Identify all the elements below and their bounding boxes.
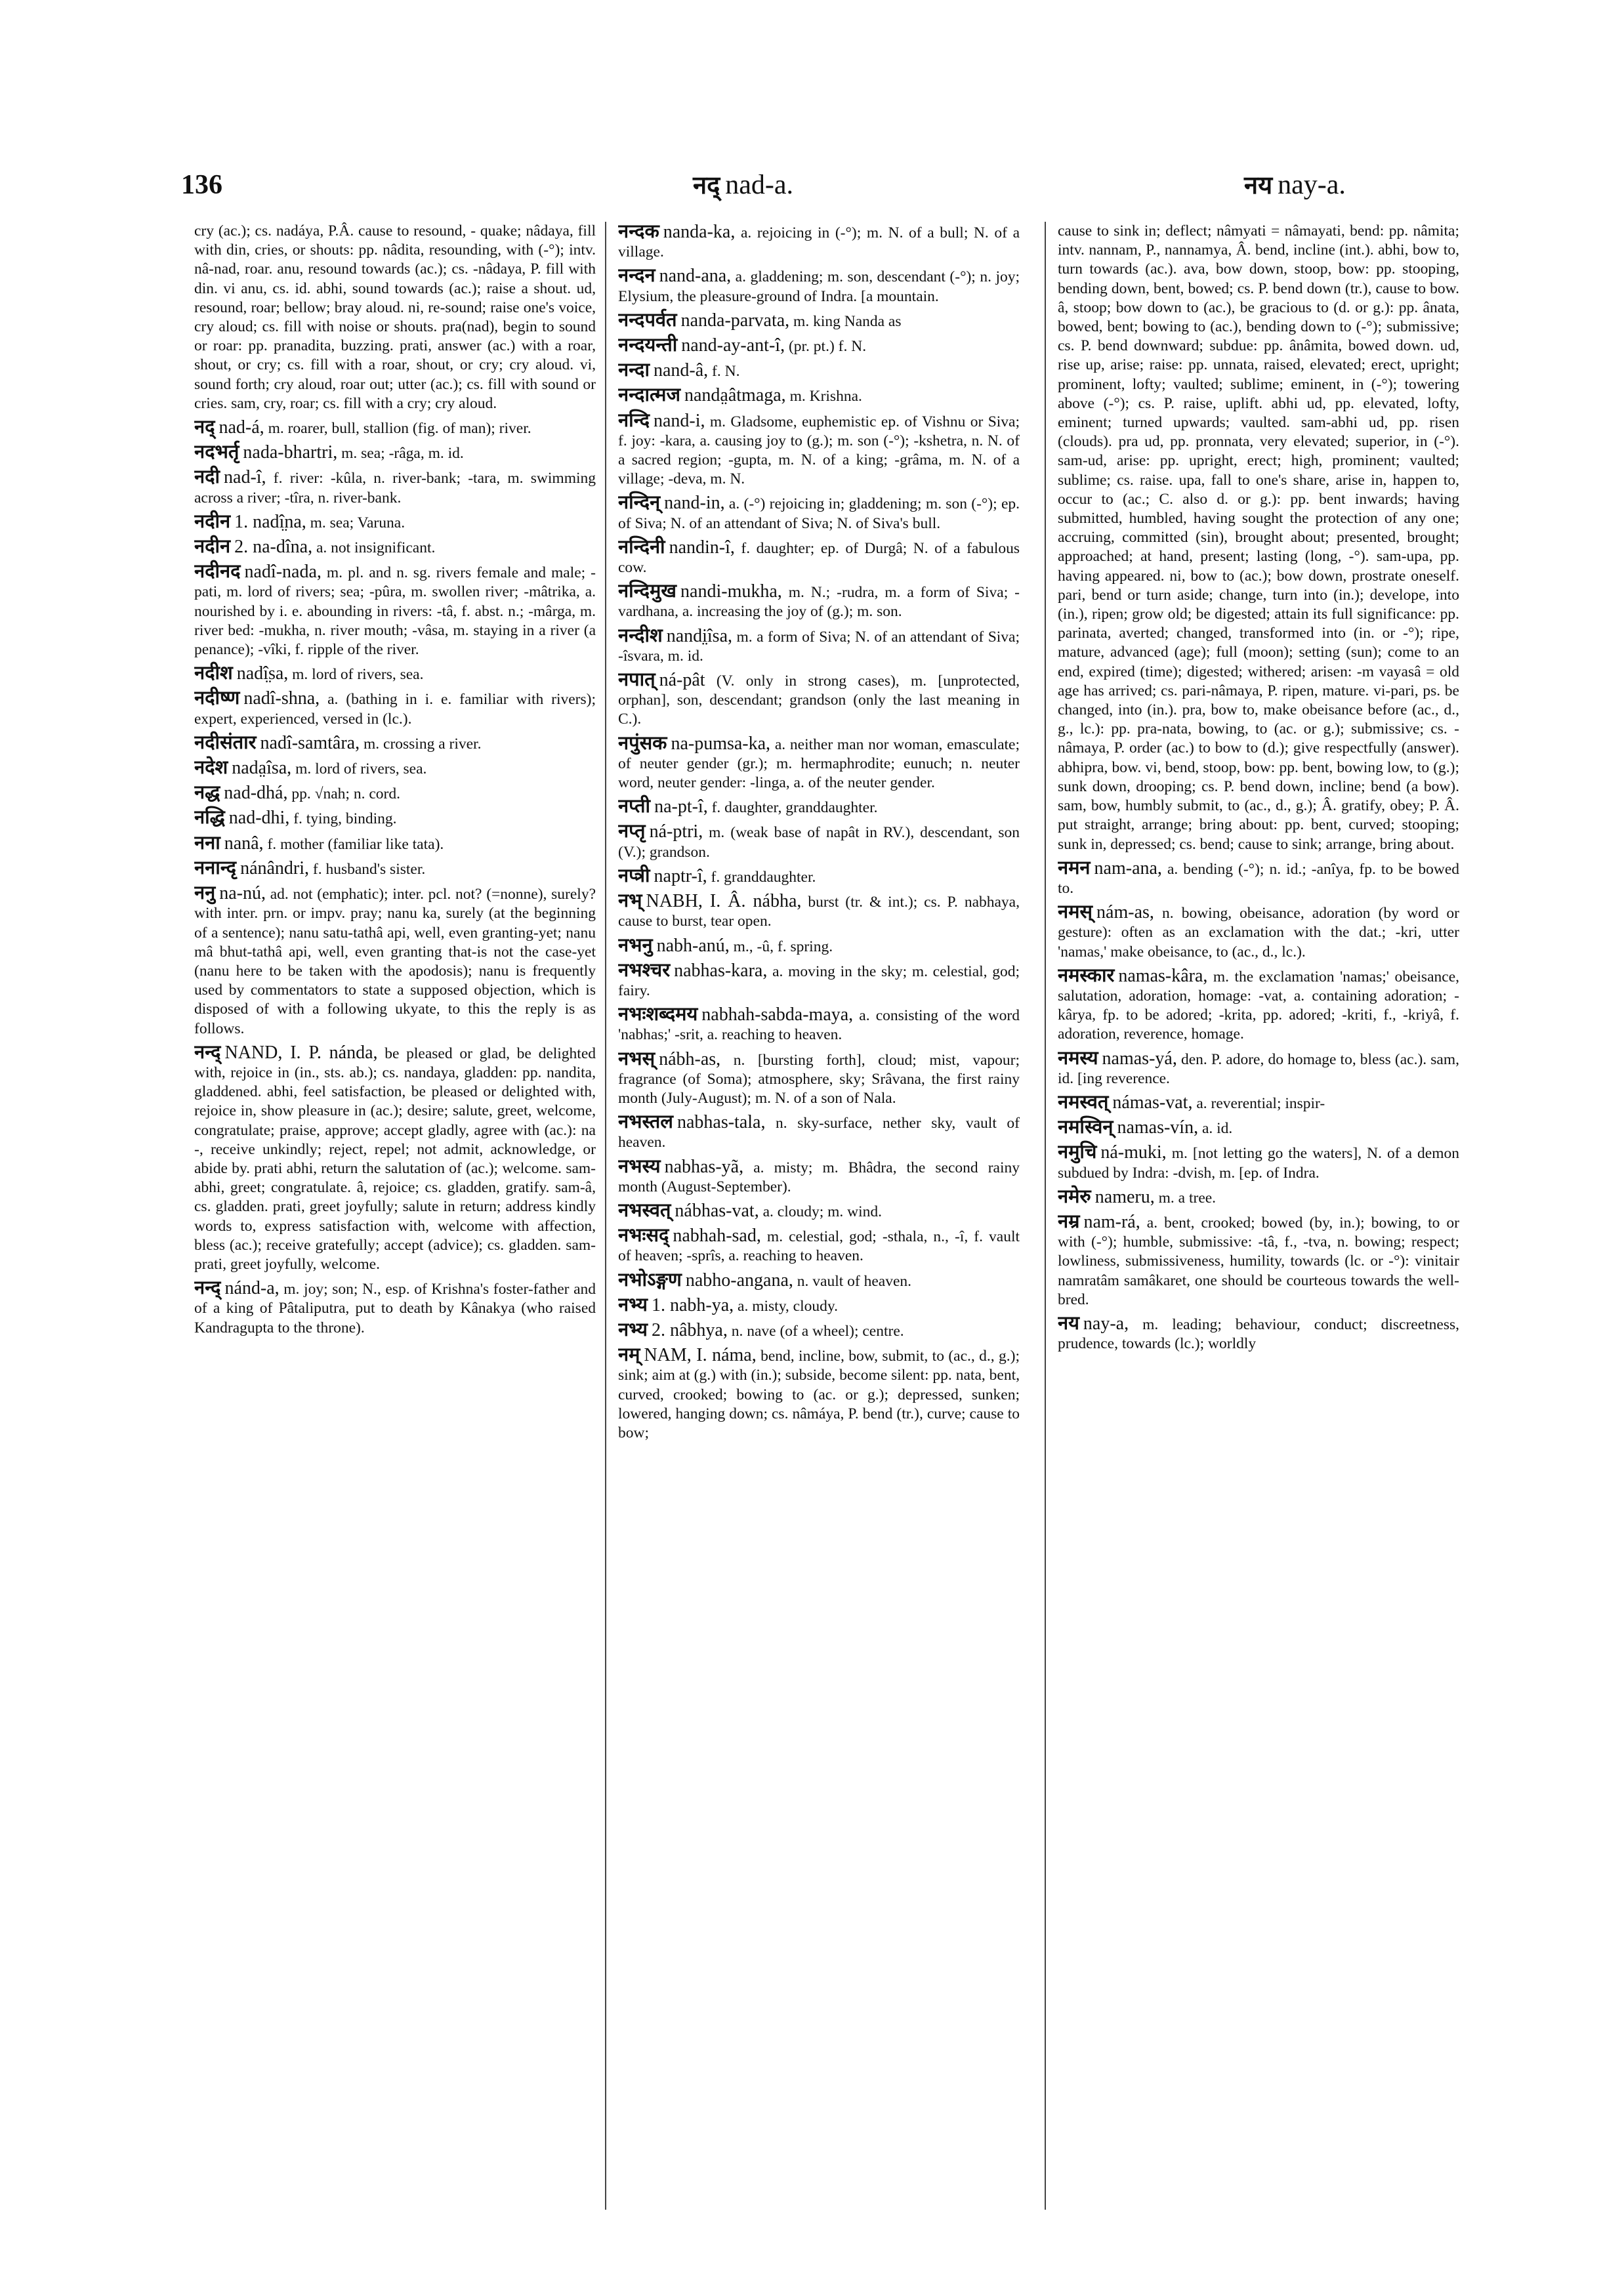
headword-transliteration: nandi-mukha, [680,581,782,602]
dictionary-entry [618,821,1020,861]
headword-devanagari: नमन [1058,856,1091,879]
headword-transliteration: na-pumsa-ka, [671,733,771,754]
right-guide-devanagari: नय [1244,171,1273,199]
entry-definition: a. gladdening; m. son, descendant (-°); n. joy; Elysium, the pleasure-ground of Indra. [a mountain. [618,268,1020,305]
dictionary-entry [194,783,596,804]
dictionary-entry [194,509,596,533]
left-guide-word [693,165,793,205]
entry-definition: m. [not letting go the waters], N. of a demon subdued by Indra: -dvish, m. [ep. of Indra. [1058,1145,1459,1182]
headword-transliteration: nad-dhá, [224,783,288,804]
entry-definition: m. a form of Siva; N. of an attendant of Siva; -îsvara, m. id. [618,628,1020,665]
dictionary-entry [618,222,1020,262]
headword-transliteration: nand-ana, [659,266,732,287]
page-header [181,165,1461,205]
headword-devanagari: नप्ती [618,795,651,817]
headword-devanagari: नद्ध [194,781,220,804]
headword-devanagari: नमस्कार [1058,963,1115,986]
entry-definition: m. sea; Varuna. [310,514,406,531]
headword-transliteration: naptr-î, [654,865,707,886]
headword-devanagari: नमेरु [1058,1184,1091,1207]
dictionary-entry [618,670,1020,730]
entry-definition: a. id. [1201,1120,1233,1138]
dictionary-entry [194,562,596,659]
headword-transliteration: 2. na-dîna, [234,537,313,558]
headword-transliteration: NAND, I. P. nánda, [224,1042,378,1063]
dictionary-entry [618,1046,1020,1109]
headword-devanagari: नप्तृ [618,819,646,842]
headword-transliteration: nandin-î, [669,537,735,558]
headword-transliteration: nabhah-sad, [673,1226,761,1247]
headword-devanagari: नभ्य [618,1317,648,1340]
entry-definition: m. a tree. [1158,1189,1217,1207]
dictionary-entry [1058,1142,1459,1182]
entry-definition: a. rejoicing in (-°); m. N. of a bull; N. of a village. [618,224,1020,261]
entry-definition: a. (-°) rejoicing in; gladdening; m. son (-°); ep. of Siva; N. of an attendant of Siva; N. of Siva's bull. [618,495,1020,532]
entry-definition: f. daughter; ep. of Durgâ; N. of a fabulous cow. [618,539,1020,577]
headword-devanagari: नदीष्ण [194,686,240,709]
dictionary-entry [618,1270,1020,1291]
headword-devanagari: नपुंसक [618,731,667,754]
dictionary-entry [618,796,1020,817]
dictionary-entry [194,808,596,829]
entry-definition: pp. √nah; n. cord. [291,785,400,803]
headword-devanagari: नदेश [194,756,228,779]
headword-transliteration: nay-a, [1083,1313,1129,1334]
entry-definition: ad. not (emphatic); inter. pcl. not? (=nonne), surely? with inter. prn. or impv. pray; nanu ka, surely (at the beginning of a sentence); nanu satu-tathâ api, well, even granting-yet; nanu mâ bhut-tathâ api, well, even granting that-is not the case-yet (nanu here to be taken with the apodosis); nanu is frequently used by commentators to state a supposed objection, which is disposed of with a following ukyate, to this the reply is as follows. [194,886,596,1037]
headword-devanagari: नभःसद् [618,1224,669,1247]
dictionary-entry [618,335,1020,356]
entry-definition: m. Gladsome, euphemistic ep. of Vishnu or Siva; f. joy: -kara, a. causing joy to (g.); m. son (-°); -kshetra, n. N. of a sacred region; -gupta, m. N. of a king; -grâma, m. N. of a village; -deva, m. N. [618,413,1020,488]
headword-transliteration: nám-as, [1096,902,1154,923]
entry-definition: a. bending (-°); n. id.; -anîya, fp. to be bowed to. [1058,860,1459,897]
headword-devanagari: नभस् [618,1046,656,1069]
headword-transliteration: nand-ay-ant-î, [681,335,785,356]
dictionary-entry [194,222,596,413]
entry-definition: m. king Nanda as [793,312,902,330]
headword-devanagari: नपात् [618,668,656,691]
headword-devanagari: नभ्य [618,1292,648,1315]
headword-transliteration: NABH, I. Â. nábha, [646,891,802,912]
headword-transliteration: namas-vín, [1117,1117,1199,1138]
dictionary-entry [194,858,596,879]
dictionary-entry [618,933,1020,957]
headword-devanagari: नन्दा [618,358,650,381]
dictionary-entry [194,537,596,558]
headword-transliteration: nabhas-tala, [677,1112,766,1133]
headword-transliteration: ná-muki, [1100,1142,1167,1163]
headword-devanagari: ननु [194,881,216,904]
headword-transliteration: nabhas-yã, [664,1156,744,1177]
headword-devanagari: नद्धि [194,806,225,829]
headword-devanagari: नमस् [1058,900,1093,923]
headword-devanagari: नभोऽङ्गण [618,1268,682,1291]
headword-transliteration: nabh-anú, [656,935,730,956]
entry-definition: m. Krishna. [789,388,862,405]
headword-devanagari: ननान्दृ [194,856,237,879]
dictionary-entry [618,623,1020,666]
headword-devanagari: नदीन [194,509,231,532]
entry-definition: a. bent, crooked; bowed (by, in.); bowing, to or with (-°); humble, submissive: -tâ, f., -tva, n. bowing; respect; lowliness, submissiveness, humility, towards (lc. or -°): vinitair namratâm samâkaret, one should be courteous towards the well-bred. [1058,1214,1459,1308]
headword-transliteration: nandi̤îsa, [666,625,732,646]
headword-devanagari: नन्दिन् [618,491,661,514]
dictionary-entry [1058,1048,1459,1088]
entry-definition: n. bowing, obeisance, adoration (by word or gesture): often as an exclamation with the dat.; -kri, utter 'namas,' make obeisance, to (ac., d., lc.). [1058,905,1459,961]
headword-transliteration: nand-i, [653,410,705,431]
dictionary-entry [1058,1209,1459,1310]
entry-definition: n. [bursting forth], cloud; mist, vapour; fragrance (of Soma); atmosphere, sky; Srâvana, the first rainy month (July-August); m. N. of a son of Nala. [618,1051,1020,1107]
entry-definition: cause to sink in; deflect; nâmyati = nâmayati, bend: pp. nâmita; intv. nannam, P., nannamya, Â. bend, incline (int.). abhi, bow to, turn towards (ac.). ava, bow down, stoop, bow: pp. stooping, bending down, bent, bowed; cs. P. bend down (tr.), cause to bow. â, stoop; bow down to (ac.), be gracious to (d. or g.): pp. ânata, bowed, bent; bowing to (ac.), bending down to (-°); submissive; cs. P. bend downward; subdue: pp. ânâmita, bowed down. ud, rise up, arise; raise: pp. unnata, raised, elevated; erect, upright; prominent, lofty; vaulted; sublime; eminent, in (-°); towering above (-°); cs. P. raise, uplift. abhi ud, pp. elevated, lofty, eminent; turned upwards; vaulted. sam-abhi ud, pp. risen (clouds). pra ud, pp. pronnata, very elevated; superior, in (-°). sam-ud, arise: pp. upright, erect; high, prominent; vaulted; sublime; cs. raise. upa, fall to one's share, arise in, happen to, occur to (ac.; C. also d. or g.): pp. bent inwards; having submitted, humbled, having sought the protection of any one; accruing, committed (sin), brought about; presented, brought; approached; at hand, present; lasting (long, -°). sam-upa, pp. having appeared. ni, bow to (ac.); bow down, prostrate oneself. pari, bend or turn aside; change, turn into (in.); develope, into (in.), ripen; grow old; be digested; attain its full significance: pp. parinata, averted; changed, transformed into (in. or -°); ripe, mature, advanced (age); full (moon); setting (sun); come to an end, expired (time); digested; withered; arisen: -m vayasâ = old age has arrived; cs. pari-nâmaya, P. ripen, mature. vi-pari, ps. be changed, into (in.). pra, bow to, make obeisance before (ac., d., g., lc.): pp. pra-nata, bowing, to (ac. or g.); submissive; cs. -nâmaya, P. order (ac.) to bow to (d.); give respectfully (answer). abhipra, bow. vi, bend, stoop, bow: pp. bent, bowing low, to (g.); sunk down, drooping; cs. P. bend down, incline; bend (a bow). sam, bow, humbly submit, to (ac., d., g.); Â. gratify, obey; P. Â. put straight, arrange; bring about: pp. bent, curved; stooping; sunk in, depressed; cs. bend; cause to sink; arrange, bring about. [1058,222,1459,853]
headword-transliteration: nanâ, [224,833,264,854]
headword-devanagari: नमस्वत् [1058,1090,1109,1113]
headword-devanagari: नद् [194,415,215,438]
entry-definition: f. daughter, granddaughter. [711,799,878,817]
dictionary-entry [618,385,1020,406]
headword-transliteration: nand-â, [653,360,709,381]
headword-transliteration: nam-ana, [1094,858,1162,879]
entry-definition: m. joy; son; N., esp. of Krishna's foster-father and of a king of Pâtaliputra, put to death by Kânakya (who raised Kandragupta to the throne). [194,1281,596,1336]
entry-definition: a. (bathing in i. e. familiar with rivers); expert, experienced, versed in (lc.). [194,691,596,728]
headword-devanagari: नमस्य [1058,1046,1098,1069]
headword-transliteration: ná-ptri, [649,821,703,842]
headword-devanagari: नमुचि [1058,1140,1097,1163]
headword-transliteration: nanda̤âtmaga, [684,385,786,406]
headword-transliteration: nadî-shna, [243,688,320,709]
headword-transliteration: namas-yá, [1102,1048,1177,1069]
headword-transliteration: nad-á, [219,417,264,438]
dictionary-entry [618,1226,1020,1266]
dictionary-entry [194,467,596,507]
headword-devanagari: नय [1058,1311,1079,1334]
entry-definition: m. celestial, god; -sthala, n., -î, f. vault of heaven; -sprîs, a. reaching to heaven. [618,1228,1020,1265]
dictionary-column-2 [618,222,1020,2210]
headword-transliteration: nand-in, [664,493,725,514]
headword-devanagari: नन्दिमुख [618,579,677,602]
left-guide-translit: nad-a. [725,170,794,200]
headword-devanagari: नन्दन [618,264,656,287]
dictionary-entry [1058,1092,1459,1113]
dictionary-entry [618,863,1020,887]
headword-transliteration: ná-pât [659,670,705,691]
headword-transliteration: nabho-angana, [685,1270,793,1291]
dictionary-entry [1058,963,1459,1044]
dictionary-entry [618,581,1020,621]
headword-devanagari: नमस्विन् [1058,1115,1114,1138]
entry-definition: a. reverential; inspir- [1196,1094,1325,1112]
headword-devanagari: नन्दपर्वत [618,308,677,331]
headword-transliteration: nabhah-sabda-maya, [701,1004,854,1025]
headword-devanagari: नभनु [618,933,653,956]
headword-devanagari: नदीसंतार [194,730,257,753]
entry-definition: f. husband's sister. [312,860,426,878]
headword-devanagari: नम् [618,1343,640,1366]
dictionary-entry [194,688,596,728]
headword-devanagari: नभस्तल [618,1110,673,1133]
dictionary-entry [618,1292,1020,1316]
headword-transliteration: nábhas-vat, [675,1200,759,1221]
entry-definition: f. granddaughter. [711,868,816,886]
headword-transliteration: nánd-a, [224,1278,280,1299]
entry-definition: be pleased or glad, be delighted with, rejoice in (in., sts. ab.); cs. nandaya, gladden: pp. nandita, gladdened. abhi, feel satisfaction, be pleased or delighted with, rejoice in, show pleasure in (ac.); desire; salute, greet, welcome, congratulate; praise, approve; accept gladly, agree with (ac.): na -, receive unkindly; reject, repel; not admit, acknowledge, or abide by. prati abhi, return the salutation of (ac.); welcome. sam-abhi, greet; congratulate. â, rejoice; cs. gladden, gratify. sam-â, cs. gladden. prati, greet joyfully; salute in return; address kindly words to, express satisfaction with, welcome with affection, bless (ac.); receive gratefully; accept (advice); cs. gladden. sam-prati, greet joyfully, welcome. [194,1044,596,1273]
dictionary-entry [194,1278,596,1338]
entry-definition: den. P. adore, do homage to, bless (ac.). sam, id. [ing reverence. [1058,1050,1459,1087]
headword-transliteration: na-pt-î, [654,796,708,817]
dictionary-entry [618,1112,1020,1152]
headword-devanagari: नन्दीश [618,623,663,646]
entry-definition: m. crossing a river. [363,735,482,753]
headword-transliteration: nábh-as, [659,1048,721,1069]
headword-devanagari: नभश्चर [618,958,671,981]
entry-definition: m. sea; -râga, m. id. [341,445,464,463]
headword-devanagari: नप्त्री [618,863,650,886]
dictionary-entry [1058,1117,1459,1138]
headword-transliteration: námas-vat, [1112,1092,1193,1113]
entry-definition: m. leading; behaviour, conduct; discreetness, prudence, towards (lc.); worldly [1058,1315,1459,1353]
headword-devanagari: नन्दयन्ती [618,333,678,356]
dictionary-entry [618,310,1020,331]
dictionary-entry [618,266,1020,306]
entry-definition: (pr. pt.) f. N. [788,338,867,356]
entry-definition: m. (weak base of napât in RV.), descendant, son (V.); grandson. [618,824,1020,861]
dictionary-entry [618,1198,1020,1222]
headword-transliteration: 1. nabh-ya, [651,1294,734,1315]
headword-transliteration: NAM, I. náma, [644,1345,757,1366]
dictionary-entry [618,493,1020,533]
headword-devanagari: नदीश [194,661,233,684]
dictionary-entry [618,408,1020,489]
headword-devanagari: नदीनद [194,560,241,583]
headword-transliteration: nanda-parvata, [680,310,790,331]
dictionary-entry [194,663,596,684]
dictionary-entry [618,1345,1020,1443]
page-number: 136 [181,170,222,200]
entry-definition: a. neither man nor woman, emasculate; of neuter gender (gr.); m. hermaphrodite; eunuch; n. neuter word, neuter gender: -linga, a. of the neuter gender. [618,735,1020,792]
headword-transliteration: 1. nadî̤na, [234,511,306,532]
headword-transliteration: nad-î, [224,467,266,488]
dictionary-entry [194,883,596,1039]
entry-definition: m., -û, f. spring. [733,938,833,955]
entry-definition: m. pl. and n. sg. rivers female and male; -pati, m. lord of rivers; sea; -pûra, m. swollen river; -mâtrika, a. nourished by i. e. abounding in rivers: -tâ, f. abst. n.; -mârga, m. river bed: -mukha, n. river mouth; -vâsa, m. staying in a river (a penance); -vîki, f. ripple of the river. [194,564,596,659]
left-guide-devanagari: नद् [693,171,720,199]
entry-definition: m. lord of rivers, sea. [295,760,427,778]
headword-devanagari: नभ् [618,889,642,912]
entry-definition: (V. only in strong cases), m. [unprotected, orphan], son, descendant; grandson (only the last meaning in C.). [618,672,1020,728]
entry-definition: burst (tr. & int.); cs. P. nabhaya, cause to burst, tear open. [618,894,1020,930]
entry-definition: m. roarer, bull, stallion (fig. of man); river. [268,420,531,438]
headword-transliteration: nanda-ka, [663,222,736,242]
headword-transliteration: na-nú, [219,883,266,904]
right-guide-word [1244,165,1346,205]
headword-devanagari: नन्दक [618,222,659,242]
dictionary-entry [618,958,1020,1001]
right-guide-translit: nay-a. [1278,170,1346,200]
headword-devanagari: नन्दिनी [618,535,665,558]
dictionary-entry [194,1040,596,1274]
headword-transliteration: nada̤îsa, [232,758,292,779]
headword-devanagari: नन्दात्मज [618,383,680,406]
headword-devanagari: नन्द् [194,1276,221,1299]
headword-transliteration: nad-dhi, [228,808,290,829]
headword-devanagari: नभस्वत् [618,1198,671,1221]
headword-transliteration: namas-kâra, [1118,965,1208,986]
entry-definition: n. sky-surface, nether sky, vault of heaven. [618,1115,1020,1151]
headword-transliteration: nada-bhartri, [243,442,338,463]
dictionary-entry [194,442,596,463]
entry-definition: f. tying, binding. [293,810,397,828]
headword-devanagari: नदीन [194,535,231,558]
entry-definition: m. lord of rivers, sea. [292,666,424,684]
dictionary-entry [1058,222,1459,854]
headword-devanagari: नना [194,831,220,854]
entry-definition: bend, incline, bow, submit, to (ac., d., g.); sink; aim at (g.) with (in.); subside, become silent: pp. nata, bent, curved, crooked; bowing to (ac. or g.); depressed, sunken; lowered, hanging down; cs. nâmáya, P. bend (tr.), curve; cause to bow; [618,1348,1020,1441]
dictionary-entry [194,833,596,854]
headword-transliteration: nadî-nada, [244,562,322,583]
dictionary-entry [194,730,596,754]
headword-devanagari: नदी [194,465,220,488]
headword-devanagari: नभस्य [618,1154,661,1177]
dictionary-column-3 [1058,222,1459,2210]
dictionary-entry [618,1004,1020,1044]
entry-definition: a. consisting of the word 'nabhas;' -srit, a. reaching to heaven. [618,1007,1020,1044]
entry-definition: a. moving in the sky; m. celestial, god; fairy. [618,962,1020,999]
entry-definition: a. misty; m. Bhâdra, the second rainy month (August-September). [618,1159,1020,1195]
headword-transliteration: nabhas-kara, [674,960,768,981]
dictionary-entry [618,1154,1020,1197]
dictionary-column-1 [194,222,596,2210]
headword-devanagari: नन्द् [194,1040,221,1063]
entry-definition: cry (ac.); cs. nadáya, P.Â. cause to resound, - quake; nâdaya, fill with din, cries, or shouts: pp. nâdita, resounding, with (-°); intv. nâ-nad, roar. anu, resound towards (ac.); cs. -nâdaya, P. fill with din. vi anu, cs. id. abhi, sound towards (ac.); raise a shout. ud, resound, roar; bellow; bray aloud. ni, re-sound; raise one's voice, cry aloud; cs. fill with noise or shouts. pra(nad), begin to sound or roar: pp. pranadita, buzzing. prati, answer (ac.) with a roar, shout, or cry; cs. fill with a roar, shout, or cry; cry aloud. vi, sound forth; cry aloud, roar out; utter (ac.); cs. fill with sound or cries. sam, cry, roar; cs. fill with a cry; cry aloud. [194,222,596,412]
headword-devanagari: नन्दि [618,408,650,431]
entry-definition: f. N. [712,363,740,381]
headword-transliteration: nánândri, [240,858,310,879]
dictionary-entry [1058,1313,1459,1354]
column-divider [605,222,606,2210]
headword-devanagari: नदभर्तृ [194,440,239,463]
entry-definition: a. misty, cloudy. [738,1297,838,1315]
headword-devanagari: नम्र [1058,1209,1080,1232]
entry-definition: n. vault of heaven. [797,1272,912,1290]
headword-devanagari: नभःशब्दमय [618,1003,698,1025]
dictionary-entry [1058,902,1459,962]
entry-definition: n. nave (of a wheel); centre. [731,1322,904,1340]
headword-transliteration: nameru, [1094,1186,1155,1207]
entry-definition: f. river: -kûla, n. river-bank; -tara, m. swimming across a river; -tîra, n. river-bank. [194,470,596,507]
headword-transliteration: nadî-samtâra, [260,732,360,753]
dictionary-entry [194,758,596,779]
dictionary-entry [194,417,596,438]
dictionary-entry [618,891,1020,931]
dictionary-entry [1058,1184,1459,1208]
entry-definition: f. mother (familiar like tata). [267,835,444,853]
entry-definition: a. not insignificant. [316,539,436,557]
entry-definition: a. cloudy; m. wind. [762,1203,883,1220]
dictionary-entry [618,537,1020,577]
dictionary-entry [618,360,1020,381]
entry-definition: m. N.; -rudra, m. a form of Siva; -vardhana, a. increasing the joy of (g.); m. son. [618,584,1020,621]
headword-transliteration: nadî̤sa, [236,663,289,684]
dictionary-entry [1058,858,1459,898]
column-divider [1045,222,1046,2210]
entry-definition: m. the exclamation 'namas;' obeisance, salutation, adoration, homage: -vat, a. containing adoration; -kârya, fp. to be adored; -krita, pp. adored; -kriti, f., -kriyâ, f. adoration, reverence, homage. [1058,968,1459,1043]
dictionary-entry [618,731,1020,793]
dictionary-entry [618,1317,1020,1341]
headword-transliteration: nam-rá, [1083,1211,1140,1232]
headword-transliteration: 2. nâbhya, [651,1319,728,1340]
